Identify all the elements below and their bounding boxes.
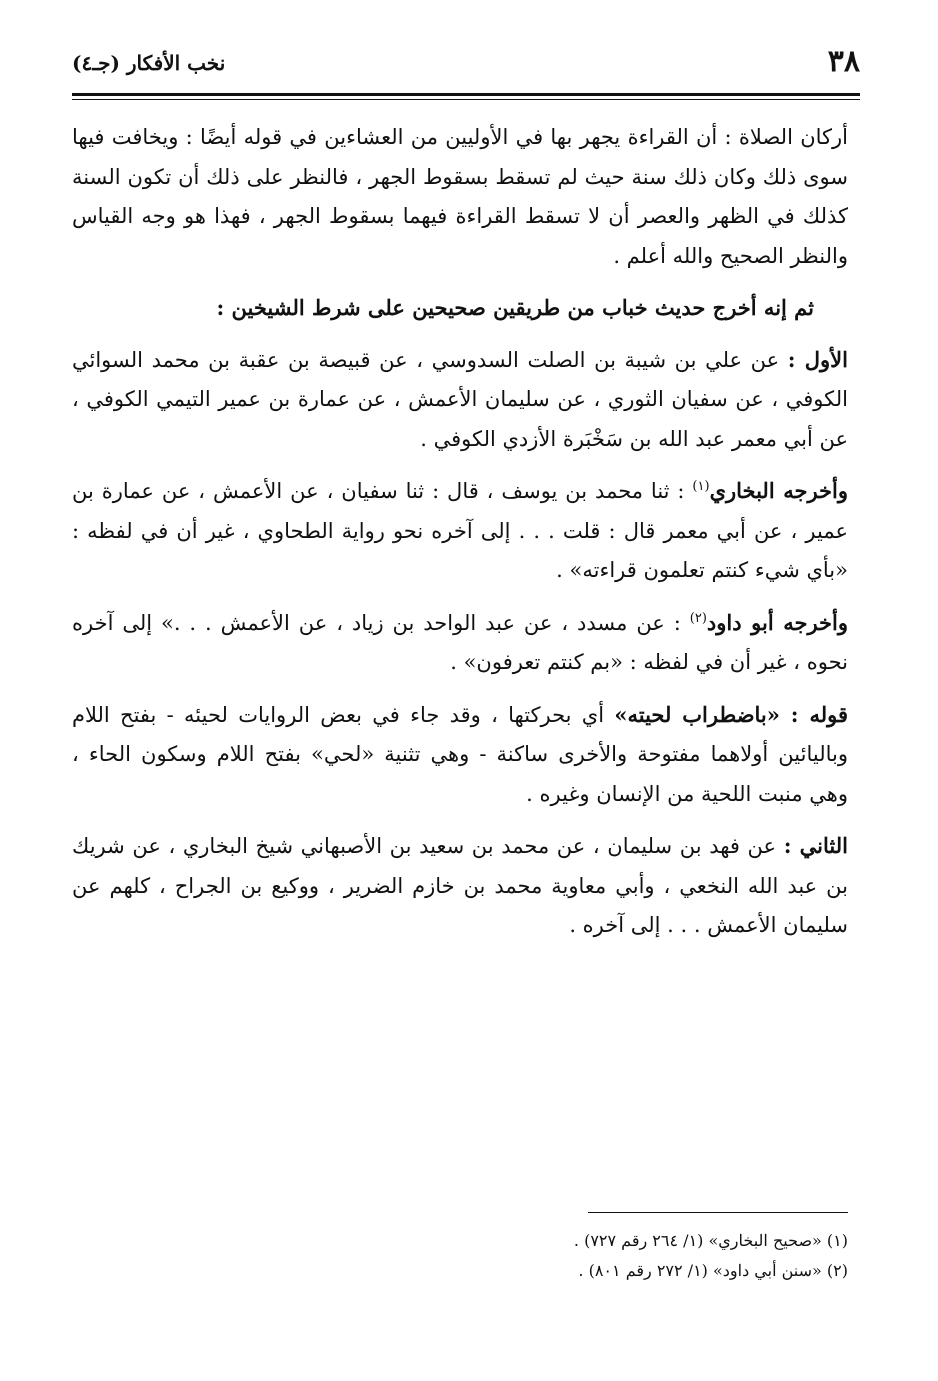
- page-number: ٣٨: [827, 44, 860, 79]
- section-heading-text: ثم إنه أخرج حديث خباب من طريقين صحيحين على شرط الشيخين :: [216, 295, 814, 320]
- paragraph-bukhari-lead: وأخرجه البخاري: [709, 478, 848, 503]
- paragraph-abu-dawud: [72, 603, 848, 683]
- paragraph-bukhari: [72, 471, 848, 591]
- footnote-2: (٢) «سنن أبي داود» (١/ ٢٧٢ رقم ٨٠١) .: [578, 1261, 848, 1280]
- paragraph-second-chain-text: عن فهد بن سليمان ، عن محمد بن سعيد بن الأصبهاني شيخ البخاري ، عن شريك بن عبد الله النخعي ، وأبي معاوية محمد بن خازم الضرير ، ووكيع بن الجراح ، كلهم عن سليمان الأعمش . . . إلى آخره .: [72, 834, 848, 937]
- paragraph-abu-dawud-lead: وأخرجه أبو داود: [706, 609, 848, 635]
- paragraph-1-text: أركان الصلاة : أن القراءة يجهر بها في الأوليين من العشاءين في قوله أيضًا : ويخافت فيها سوى ذلك وكان ذلك سنة حيث لم تسقط بسقوط الجهر ، فالنظر على ذلك أن تكون السنة كذلك في الظهر والعصر أن لا تسقط القراءة فيهما بسقوط الجهر ، فهذا هو وجه القياس والنظر الصحيح والله أعلم .: [72, 125, 848, 268]
- paragraph-bukhari-text: : ثنا محمد بن يوسف ، قال : ثنا سفيان ، عن الأعمش ، عن عمارة بن عمير ، عن أبي معمر قال : قلت . . . إلى آخره نحو رواية الطحاوي ، غير أن في لفظه : «بأي شيء كنتم تعلمون قراءته» .: [72, 479, 848, 582]
- paragraph-second-chain: [72, 826, 848, 946]
- paragraph-abu-dawud-text: : عن مسدد ، عن عبد الواحد بن زياد ، عن الأعمش . . .» إلى آخره نحوه ، غير أن في لفظه : «بم كنتم تعرفون» .: [72, 610, 848, 674]
- footnote-1: (١) «صحيح البخاري» (١/ ٢٦٤ رقم ٧٢٧) .: [573, 1231, 848, 1250]
- paragraph-first-chain-text: عن علي بن شيبة بن الصلت السدوسي ، عن قبيصة بن عقبة بن محمد السوائي الكوفي ، عن سفيان الثوري ، عن سليمان الأعمش ، عن عمارة بن عمير التيمي الكوفي ، عن أبي معمر عبد الله بن سَخْبَرة الأزدي الكوفي .: [72, 347, 848, 451]
- footnote-ref-1[interactable]: (١): [692, 479, 710, 494]
- paragraph-second-chain-lead: الثاني :: [783, 833, 848, 858]
- main-text: [72, 118, 848, 958]
- header-rule: [72, 93, 860, 96]
- paragraph-1: [72, 118, 848, 276]
- running-title: نخب الأفكار (جـ٤): [72, 51, 226, 75]
- paragraph-commentary: [72, 695, 848, 815]
- footnote-separator: [588, 1212, 848, 1213]
- paragraph-first-chain: [72, 340, 848, 460]
- paragraph-commentary-text: أي بحركتها ، وقد جاء في بعض الروايات لحيئه - بفتح اللام وباليائين أولاهما مفتوحة والأخرى ساكنة - وهي تثنية «لحي» بفتح اللام وسكون الحاء ، وهي منبت اللحية من الإنسان وغيره .: [72, 702, 848, 806]
- footnote-ref-2[interactable]: (٢): [689, 610, 707, 626]
- header-rule-thin: [72, 99, 860, 100]
- footnotes: [300, 1226, 848, 1286]
- section-heading: [72, 288, 848, 328]
- paragraph-commentary-lead: قوله : «باضطراب لحيته»: [614, 701, 849, 727]
- page-header: [72, 42, 860, 90]
- paragraph-first-chain-lead: الأول :: [787, 346, 848, 372]
